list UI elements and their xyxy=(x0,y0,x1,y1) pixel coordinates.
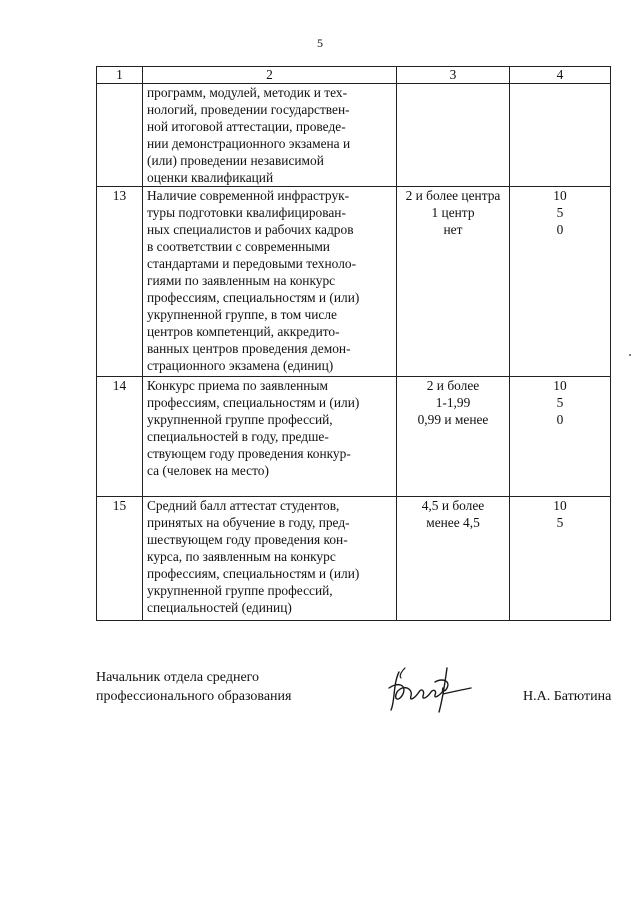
description-line: (или) проведении независимой xyxy=(147,153,324,168)
value-item: 1-1,99 xyxy=(435,395,471,410)
criterion-values xyxy=(397,377,510,497)
criterion-points xyxy=(510,187,611,377)
criterion-values xyxy=(397,497,510,621)
criterion-points xyxy=(510,377,611,497)
position-line-1: Начальник отдела среднего xyxy=(96,670,260,685)
handwritten-signature xyxy=(385,662,475,714)
description-line: Средний балл аттестат студентов, xyxy=(147,498,340,513)
points-item: 5 xyxy=(556,395,564,410)
description-line: специальностей (единиц) xyxy=(147,600,292,615)
page-number: 5 xyxy=(317,36,323,50)
criterion-values xyxy=(397,84,510,187)
points-item: 5 xyxy=(556,515,564,530)
description-line: туры подготовки квалифицирован- xyxy=(147,205,346,220)
description-line: нологий, проведении государствен- xyxy=(147,102,350,117)
points-item: 0 xyxy=(556,412,564,427)
description-line: центров компетенций, аккредито- xyxy=(147,324,340,339)
description-line: шествующем году проведения кон- xyxy=(147,532,348,547)
header-col-2: 2 xyxy=(143,67,397,84)
header-col-4: 4 xyxy=(510,67,611,84)
description-line: профессиям, специальностям и (или) xyxy=(147,566,360,581)
description-line: укрупненной группе профессий, xyxy=(147,583,333,598)
signature-position xyxy=(96,668,291,706)
table-row xyxy=(97,377,611,497)
table-row xyxy=(97,497,611,621)
row-number: 15 xyxy=(97,497,143,621)
description-line: са (человек на место) xyxy=(147,463,269,478)
description-line: страционного экзамена (единиц) xyxy=(147,358,334,373)
description-line: оценки квалификаций xyxy=(147,170,274,185)
criterion-description xyxy=(143,187,397,377)
description-line: гиями по заявленным на конкурс xyxy=(147,273,336,288)
criterion-points xyxy=(510,497,611,621)
description-line: укрупненной группе, в том числе xyxy=(147,307,337,322)
table-header-row xyxy=(97,67,611,84)
criterion-points xyxy=(510,84,611,187)
value-item: менее 4,5 xyxy=(426,515,480,530)
criteria-table xyxy=(96,66,611,621)
description-line: стандартами и передовыми техноло- xyxy=(147,256,357,271)
value-item: нет xyxy=(443,222,463,237)
points-item: 10 xyxy=(553,498,567,513)
position-line-2: профессионального образования xyxy=(96,689,292,704)
description-line: курса, по заявленным на конкурс xyxy=(147,549,336,564)
header-col-3: 3 xyxy=(397,67,510,84)
table-row xyxy=(97,187,611,377)
criterion-description xyxy=(143,497,397,621)
description-line: ной итоговой аттестации, проведе- xyxy=(147,119,346,134)
criterion-description xyxy=(143,377,397,497)
description-line: программ, модулей, методик и тех- xyxy=(147,85,348,100)
signer-name: Н.А. Батютина xyxy=(523,689,612,704)
description-line: профессиям, специальностям и (или) xyxy=(147,290,360,305)
criterion-description xyxy=(143,84,397,187)
points-item: 0 xyxy=(556,222,564,237)
scan-speck xyxy=(629,354,631,356)
description-line: ствующем году проведения конкур- xyxy=(147,446,351,461)
row-number xyxy=(97,84,143,187)
description-line: в соответствии с современными xyxy=(147,239,330,254)
description-line: нии демонстрационного экзамена и xyxy=(147,136,351,151)
points-item: 10 xyxy=(553,188,567,203)
description-line: укрупненной группе профессий, xyxy=(147,412,333,427)
table-row xyxy=(97,84,611,187)
points-item: 10 xyxy=(553,378,567,393)
value-item: 0,99 и менее xyxy=(417,412,489,427)
points-item: 5 xyxy=(556,205,564,220)
header-col-1: 1 xyxy=(97,67,143,84)
value-item: 1 центр xyxy=(431,205,475,220)
criterion-values xyxy=(397,187,510,377)
value-item: 4,5 и более xyxy=(421,498,485,513)
value-item: 2 и более центра xyxy=(405,188,501,203)
row-number: 14 xyxy=(97,377,143,497)
description-line: ванных центров проведения демон- xyxy=(147,341,351,356)
description-line: принятых на обучение в году, пред- xyxy=(147,515,350,530)
description-line: Конкурс приема по заявленным xyxy=(147,378,328,393)
description-line: ных специалистов и рабочих кадров xyxy=(147,222,354,237)
description-line: специальностей в году, предше- xyxy=(147,429,329,444)
description-line: профессиям, специальностям и (или) xyxy=(147,395,360,410)
value-item: 2 и более xyxy=(426,378,480,393)
row-number: 13 xyxy=(97,187,143,377)
description-line: Наличие современной инфраструк- xyxy=(147,188,350,203)
